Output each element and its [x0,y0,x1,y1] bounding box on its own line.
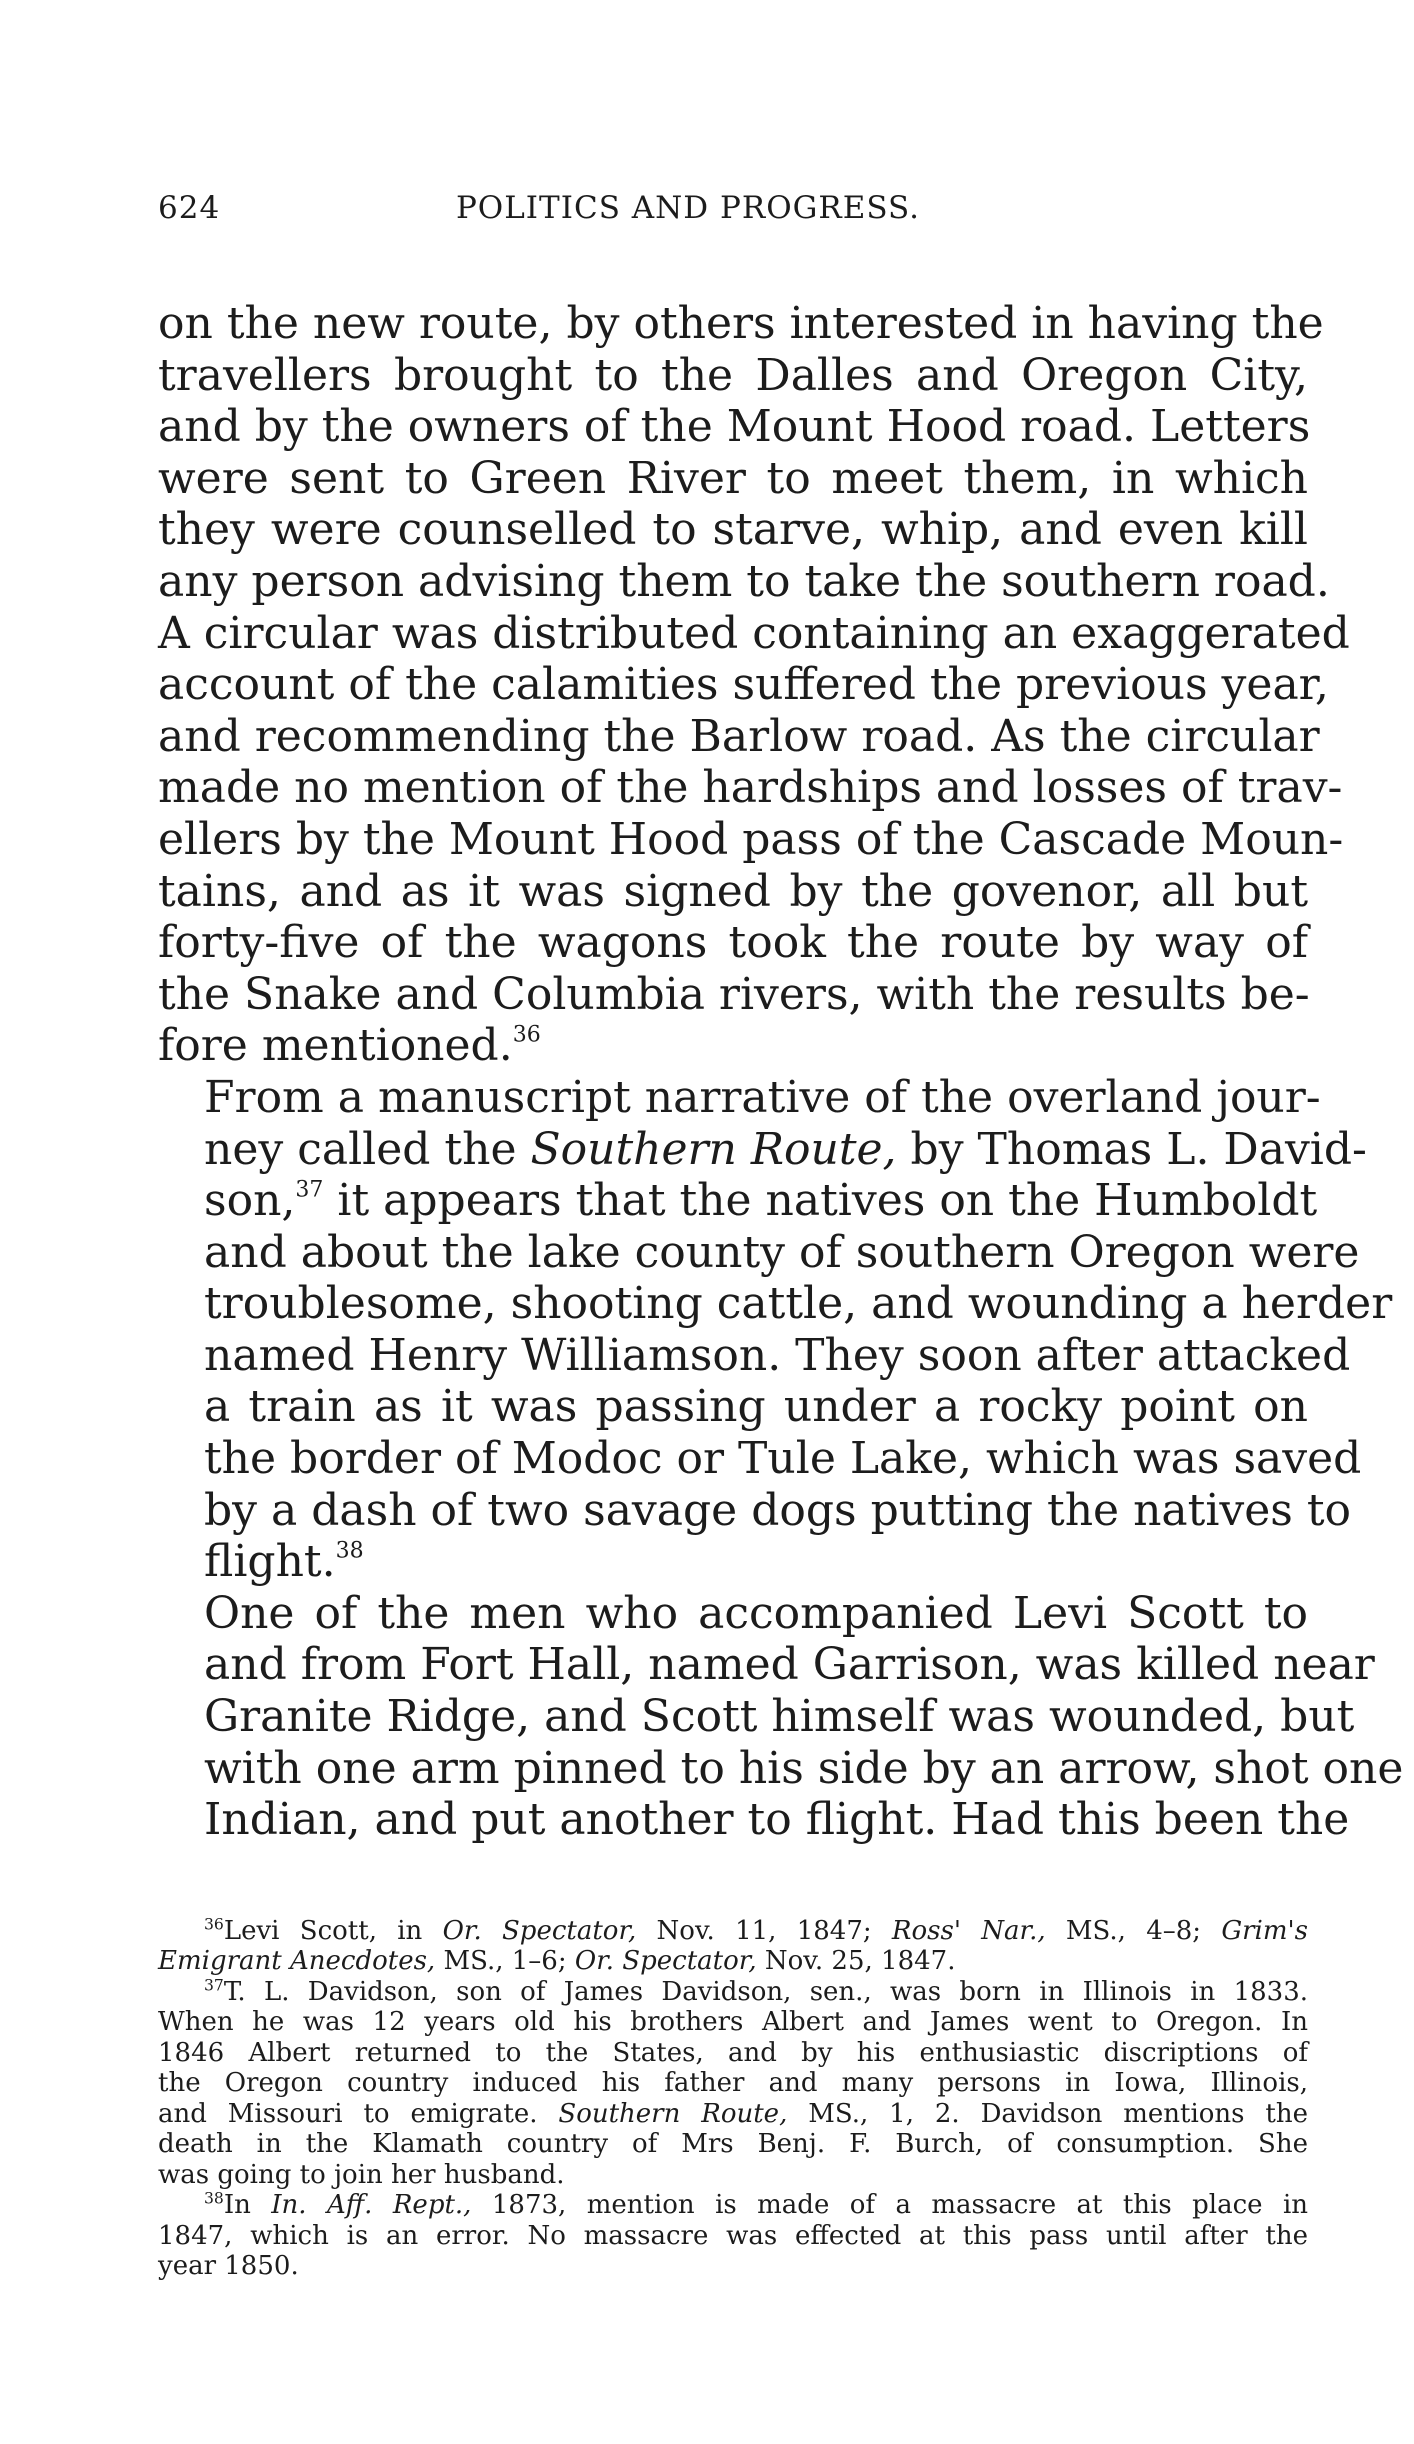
text-line: tains, and as it was signed by the govenor, all but [158,865,1308,917]
line-text: Levi Scott, in [223,1915,443,1946]
line-text: and Missouri to emigrate. [158,2098,559,2129]
footnote-ref-37[interactable]: 37 [295,1177,324,1203]
running-title: POLITICS AND PROGRESS. [455,190,921,226]
footnote-ref-38[interactable]: 38 [335,1538,364,1564]
main-text [158,298,1404,1846]
text-line: death in the Klamath country of Mrs Benj. F. Burch, of consumption. She [158,2129,1308,2160]
book-page [158,190,1404,2282]
text-line: 1847, which is an error. No massacre was effected at this pass until after the [158,2220,1308,2251]
text-line: Indian, and put another to flight. Had this been the [204,1794,1350,1846]
citation-title: Grim's [1221,1915,1308,1946]
text-line: A circular was distributed containing an exaggerated [158,607,1350,659]
footnote-mark: 37 [204,1976,224,1995]
citation-title: Southern Route, [558,2098,788,2129]
text-line: From a manuscript narrative of the overland jour- [204,1071,1321,1123]
text-line: forty-five of the wagons took the route by way of [158,917,1308,969]
line-text: In [223,2190,272,2221]
text-line: One of the men who accompanied Levi Scott to [204,1587,1308,1639]
citation-title: Or. Spectator, [574,1946,757,1977]
footnote-36 [158,1916,1308,1977]
citation-title: Or. Spectator, [442,1915,637,1946]
paragraph-3 [158,1587,1404,1846]
line-text: by Thomas L. David- [896,1123,1367,1175]
text-line: was going to join her husband. [158,2159,565,2190]
text-line: troublesome, shooting cattle, and wounding a herder [204,1278,1393,1330]
line-text: fore mentioned. [158,1020,513,1072]
text-line [158,1020,1308,1072]
line-text: flight. [204,1536,336,1588]
text-line: year 1850. [158,2251,299,2282]
citation-title: Ross' Nar., [891,1915,1046,1946]
text-line: the Snake and Columbia rivers, with the results be- [158,968,1310,1020]
text-line [158,1123,1367,1176]
line-text: son, [204,1175,296,1227]
text-line: 1846 Albert returned to the States, and by his enthusiastic discriptions of [158,2037,1308,2068]
line-text: MS., 1, 2. Davidson mentions the [787,2098,1308,2129]
line-text: it appears that the natives on the Humboldt [323,1175,1318,1227]
text-line [158,2190,1308,2221]
text-line: and from Fort Hall, named Garrison, was killed near [204,1639,1375,1691]
text-line [158,1916,1308,1947]
footnote-37 [158,1977,1308,2191]
line-text: Nov. 11, 1847; [636,1915,892,1946]
footnote-mark: 38 [204,2189,224,2208]
text-line [158,1977,1308,2008]
citation-title: In. Aff. Rept., [271,2190,472,2221]
text-line: a train as it was passing under a rocky point on [204,1381,1308,1433]
work-title: Southern Route, [530,1123,897,1175]
paragraph-1 [158,298,1350,1072]
text-line: Granite Ridge, and Scott himself was wounded, but [204,1691,1355,1743]
text-line [158,1175,1318,1227]
text-line: and about the lake county of southern Oregon were [204,1226,1360,1278]
footnote-38 [158,2190,1308,2282]
running-head [158,190,1308,226]
text-line: and by the owners of the Mount Hood road. Letters [158,401,1311,453]
text-line: and recommending the Barlow road. As the circular [158,710,1320,762]
line-text: MS., 1–6; [435,1946,575,1977]
text-line: any person advising them to take the southern road. [158,555,1330,607]
page-number: 624 [158,190,221,226]
line-text: ney called the [204,1123,531,1175]
line-text: 1873, mention is made of a massacre at this place in [471,2190,1309,2221]
text-line: travellers brought to the Dalles and Oregon City, [158,349,1308,401]
text-line [158,1946,1308,1977]
text-line: the Oregon country induced his father and many persons in Iowa, Illinois, [158,2068,1308,2099]
line-text: MS., 4–8; [1045,1915,1222,1946]
paragraph-2 [158,1071,1393,1588]
line-text: Nov. 25, 1847. [756,1946,956,1977]
line-text: T. L. Davidson, son of James Davidson, sen., was born in Illinois in 1833. [223,1976,1308,2007]
footnote-ref-36[interactable]: 36 [512,1022,541,1048]
text-line: they were counselled to starve, whip, and even kill [158,504,1308,556]
text-line: the border of Modoc or Tule Lake, which was saved [204,1433,1362,1485]
footnote-mark: 36 [204,1915,224,1934]
text-line [158,1536,1308,1588]
text-line: with one arm pinned to his side by an arrow, shot one [204,1742,1404,1794]
text-line: account of the calamities suffered the previous year, [158,659,1329,711]
text-line: were sent to Green River to meet them, in which [158,452,1308,504]
text-line: on the new route, by others interested in having the [158,298,1324,349]
text-line: When he was 12 years old his brothers Albert and James went to Oregon. In [158,2007,1308,2038]
footnotes [158,1916,1308,2282]
text-line [158,2099,1308,2130]
text-line: named Henry Williamson. They soon after attacked [204,1329,1351,1381]
citation-title: Emigrant Anecdotes, [158,1946,436,1977]
text-line: ellers by the Mount Hood pass of the Cascade Moun- [158,813,1344,865]
text-line: made no mention of the hardships and losses of trav- [158,762,1343,814]
text-line: by a dash of two savage dogs putting the natives to [204,1484,1352,1536]
